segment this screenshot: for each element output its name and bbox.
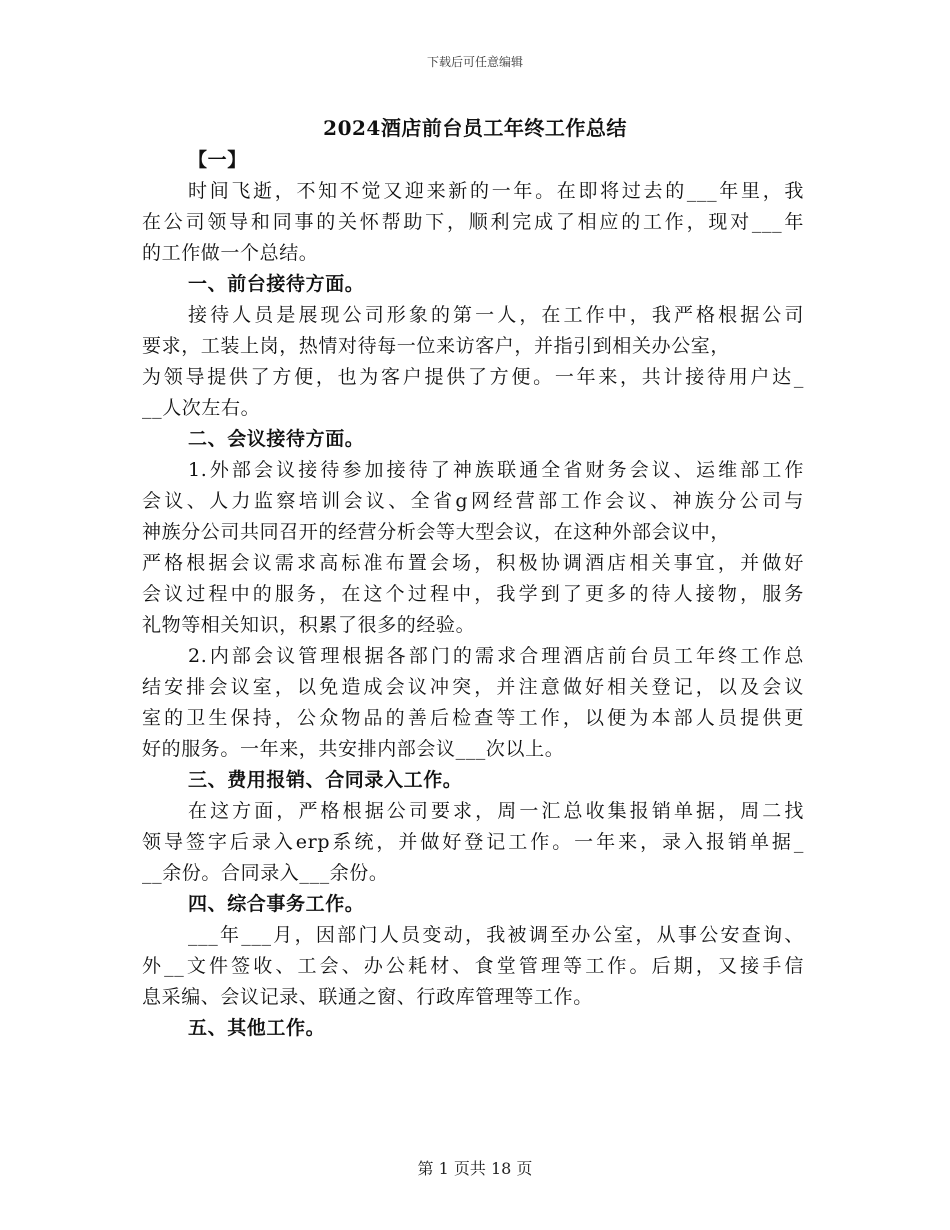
paragraph-line: 在公司领导和同事的关怀帮助下，顺利完成了相应的工作，现对___年 [142,211,804,233]
paragraph-line: 要求，工装上岗，热情对待每一位来访客户，并指引到相关办公室， [142,335,731,357]
paragraph-line: 领导签字后录入erp系统，并做好登记工作。一年来，录入报销单据_ [142,831,804,853]
paragraph-line: 室的卫生保持，公众物品的善后检查等工作，以便为本部人员提供更 [142,707,804,729]
header-note: 下载后可任意编辑 [426,55,523,69]
section-heading: 五、其他工作。 [188,1017,326,1039]
paragraph-line: ___年___月，因部门人员变动，我被调至办公室，从事公安查询、 [188,924,804,946]
section-heading: 二、会议接待方面。 [188,428,365,450]
paragraph-line: 好的服务。一年来，共安排内部会议___次以上。 [142,738,565,760]
paragraph-line: 外__文件签收、工会、办公耗材、食堂管理等工作。后期，又接手信 [142,955,804,977]
paragraph-line: __余份。合同录入___余份。 [142,862,389,884]
section-heading: 三、费用报销、合同录入工作。 [188,769,463,791]
paragraph-line: 结安排会议室，以免造成会议冲突，并注意做好相关登记，以及会议 [142,676,804,698]
page-footer: 第 1 页共 18 页 [417,1159,533,1178]
paragraph-line: 2.内部会议管理根据各部门的需求合理酒店前台员工年终工作总 [188,645,804,667]
paragraph-line: 会议过程中的服务，在这个过程中，我学到了更多的待人接物，服务 [142,583,804,605]
section-heading: 【一】 [188,149,247,171]
paragraph-line: 会议、人力监察培训会议、全省g网经营部工作会议、神族分公司与 [142,490,804,512]
section-heading: 一、前台接待方面。 [188,273,365,295]
paragraph-line: 神族分公司共同召开的经营分析会等大型会议，在这种外部会议中， [142,521,731,543]
paragraph-line: 息采编、会议记录、联通之窗、行政库管理等工作。 [142,986,593,1008]
paragraph-line: 的工作做一个总结。 [142,242,319,264]
paragraph-line: 时间飞逝，不知不觉又迎来新的一年。在即将过去的___年里，我 [188,180,804,202]
paragraph-line: 严格根据会议需求高标准布置会场，积极协调酒店相关事宜，并做好 [142,552,804,574]
section-heading: 四、综合事务工作。 [188,893,365,915]
paragraph-line: 为领导提供了方便，也为客户提供了方便。一年来，共计接待用户达_ [142,366,804,388]
document-body [142,145,804,1044]
paragraph-line: 接待人员是展现公司形象的第一人，在工作中，我严格根据公司 [188,304,804,326]
paragraph-line: 礼物等相关知识，积累了很多的经验。 [142,614,476,636]
document-title: 2024酒店前台员工年终工作总结 [323,116,627,140]
paragraph-line: __人次左右。 [142,397,261,419]
paragraph-line: 1.外部会议接待参加接待了神族联通全省财务会议、运维部工作 [188,459,804,481]
paragraph-line: 在这方面，严格根据公司要求，周一汇总收集报销单据，周二找 [188,800,804,822]
